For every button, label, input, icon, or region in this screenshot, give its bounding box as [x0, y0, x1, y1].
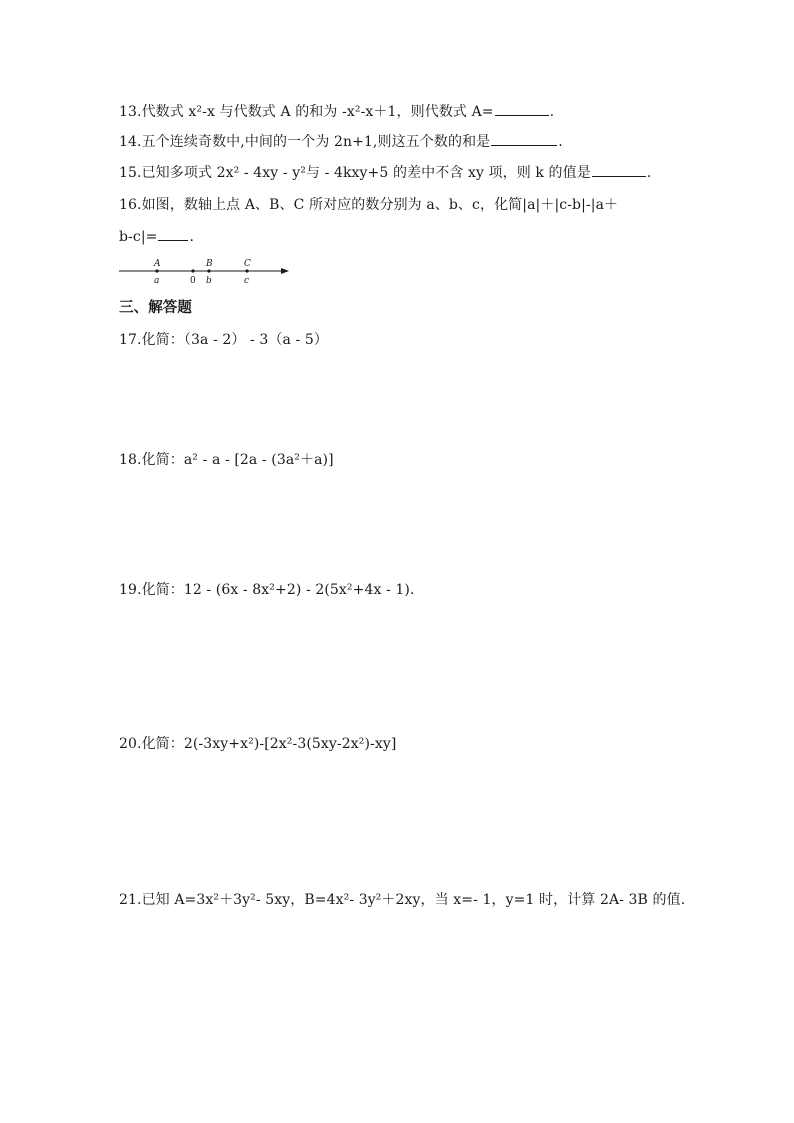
- answer-blank[interactable]: [592, 162, 646, 177]
- question-15: [119, 162, 651, 183]
- question-13: [119, 101, 554, 122]
- point-c-value: c: [244, 276, 250, 286]
- question-16-line1: 16.如图，数轴上点 A、B、C 所对应的数分别为 a、b、c，化简|a|＋|c-b|-|a＋: [119, 197, 619, 213]
- number-line-figure: [119, 256, 294, 290]
- point-c-label: C: [244, 259, 251, 269]
- point-b-dot: [207, 269, 210, 272]
- question-13-end: .: [549, 104, 555, 120]
- question-15-end: .: [646, 165, 652, 181]
- answer-blank[interactable]: [491, 131, 557, 146]
- question-14-text: 14.五个连续奇数中,中间的一个为 2n+1,则这五个数的和是: [119, 134, 491, 150]
- point-b-label: B: [206, 259, 213, 269]
- point-b-value: b: [206, 276, 212, 286]
- point-c-dot: [245, 269, 248, 272]
- question-14-end: .: [558, 134, 563, 150]
- point-a-label: A: [154, 259, 161, 269]
- answer-blank[interactable]: [495, 101, 549, 116]
- problem-17: 17.化简：（3a - 2） - 3（a - 5）: [119, 332, 328, 348]
- problem-20: 20.化简：2(-3xy+x²)-[2x²-3(5xy-2x²)-xy]: [119, 736, 397, 752]
- problem-19: 19.化简：12 - (6x - 8x²+2) - 2(5x²+4x - 1).: [119, 582, 415, 598]
- question-15-text: 15.已知多项式 2x² - 4xy - y²与 - 4kxy+5 的差中不含 xy 项，则 k 的值是: [119, 165, 591, 181]
- origin-label: 0: [190, 276, 196, 286]
- point-a-value: a: [154, 276, 160, 286]
- point-a-dot: [155, 269, 158, 272]
- section-title: 三、解答题: [119, 299, 192, 316]
- question-13-text: 13.代数式 x²-x 与代数式 A 的和为 -x²-x＋1，则代数式 A=: [119, 104, 494, 120]
- arrow-icon: [281, 268, 289, 274]
- question-16-end: .: [189, 229, 195, 245]
- question-14: [119, 131, 563, 152]
- question-16-text: b-c|=: [119, 229, 158, 245]
- problem-18: 18.化简：a² - a - [2a - (3a²＋a)]: [119, 452, 334, 468]
- question-16-line2: [119, 226, 194, 247]
- answer-blank[interactable]: [158, 226, 188, 241]
- point-origin-dot: [191, 269, 194, 272]
- problem-21: 21.已知 A=3x²＋3y²- 5xy，B=4x²- 3y²＋2xy，当 x=- 1，y=1 时，计算 2A- 3B 的值.: [119, 892, 686, 908]
